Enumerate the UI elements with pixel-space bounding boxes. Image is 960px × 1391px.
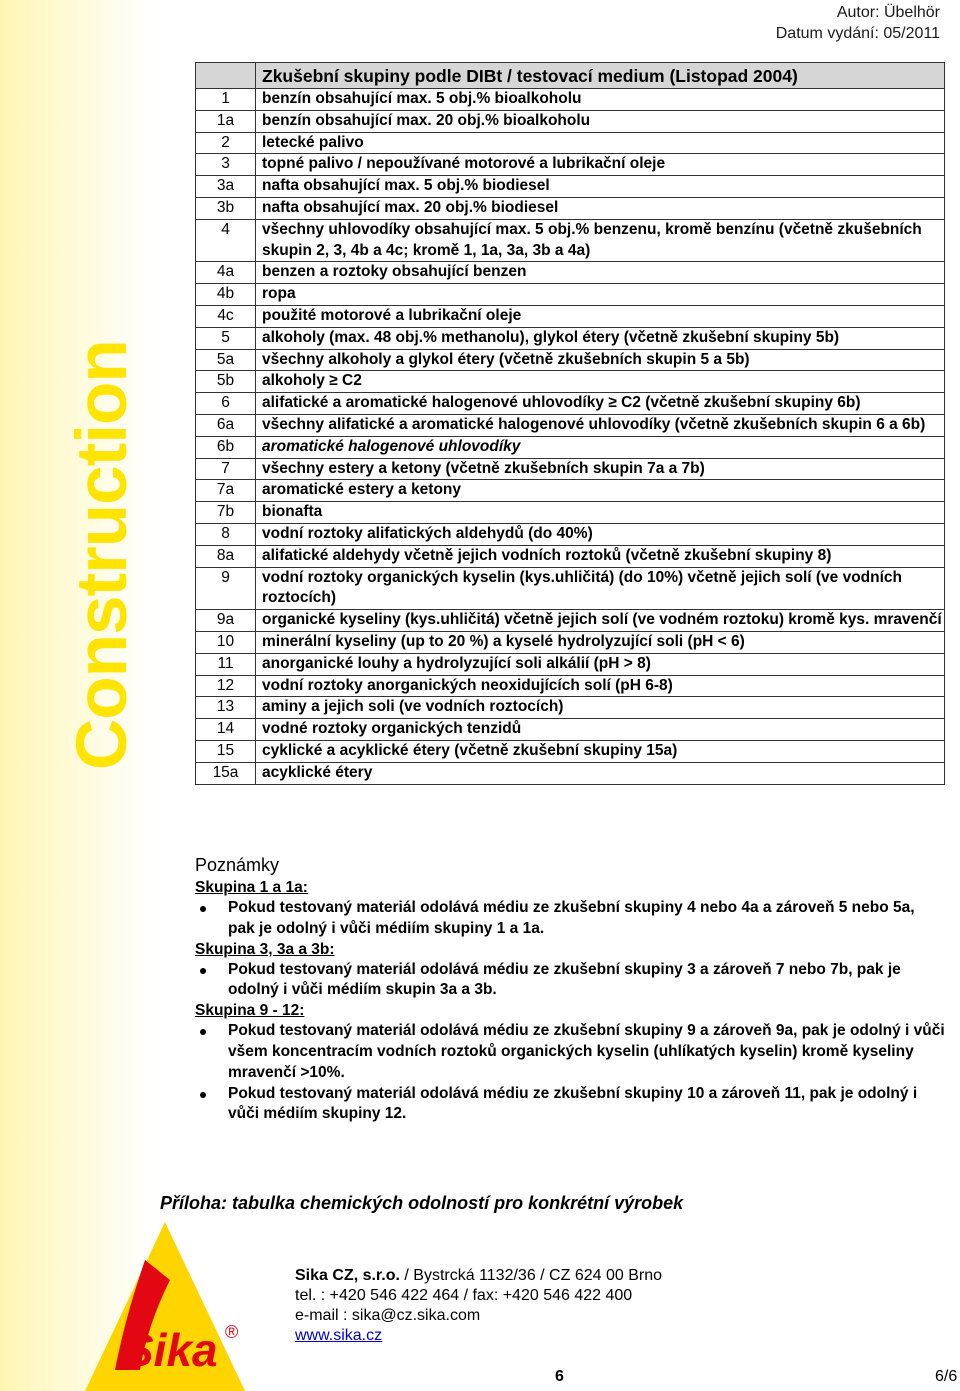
group-description: organické kyseliny (kys.uhličitá) včetně jejich solí (ve vodném roztoku) kromě kys. mravenčí [256,610,945,632]
table-row [196,653,945,675]
group-code: 3 [196,154,256,176]
group-description: alifatické aldehydy včetně jejich vodních roztoků (včetně zkušební skupiny 8) [256,545,945,567]
company-name: Sika CZ, s.r.o. [295,1267,400,1284]
note-text: Pokud testovaný materiál odolává médiu ze zkušební skupiny 4 nebo 4a a zároveň 5 nebo 5a, pak je odolný i vůči médiím skupiny 1 a 1a. [228,899,915,937]
table-row [196,393,945,415]
table-row [196,305,945,327]
group-description: letecké palivo [256,132,945,154]
group-code: 3b [196,197,256,219]
document-header [776,2,940,44]
group-description: alkoholy (max. 48 obj.% methanolu), glykol étery (včetně zkušební skupiny 5b) [256,327,945,349]
group-description: nafta obsahující max. 20 obj.% biodiesel [256,197,945,219]
list-item [195,898,945,940]
group-code: 7a [196,480,256,502]
construction-vertical-text: Construction [63,340,142,770]
group-description: ropa [256,284,945,306]
registered-mark: ® [225,1322,239,1342]
group-code: 6b [196,436,256,458]
bullet-icon [200,968,206,974]
group-code: 5a [196,349,256,371]
email: e-mail : sika@cz.sika.com [295,1307,481,1324]
group-description: benzín obsahující max. 20 obj.% bioalkoholu [256,110,945,132]
table-row [196,610,945,632]
table-row [196,480,945,502]
group-description: topné palivo / nepoužívané motorové a lubrikační oleje [256,154,945,176]
bullet-icon [200,906,206,912]
group-code: 7 [196,458,256,480]
table-row [196,327,945,349]
list-item [195,1021,945,1083]
group-description: benzín obsahující max. 5 obj.% bioalkoholu [256,89,945,111]
group-code: 6a [196,414,256,436]
group-description: bionafta [256,502,945,524]
table-row [196,414,945,436]
table-heading-code-cell [196,63,256,89]
group-description: aromatické estery a ketony [256,480,945,502]
notes-title: Poznámky [195,855,280,875]
group-description: nafta obsahující max. 5 obj.% biodiesel [256,176,945,198]
phone-fax: tel. : +420 546 422 464 / fax: +420 546 422 400 [295,1287,633,1304]
issue-date-line: Datum vydání: 05/2011 [775,25,940,42]
table-row [196,458,945,480]
note-text: Pokud testovaný materiál odolává médiu ze zkušební skupiny 9 a zároveň 9a, pak je odolný i vůči všem koncentracím vodních roztoků organických kyselin (uhlíkatých kyselin) kromě kyseliny mravenčí >10%. [228,1022,945,1081]
group-code: 4 [196,219,256,262]
table-heading-row [196,63,945,89]
group-code: 6 [196,393,256,415]
group-description: alifatické a aromatické halogenové uhlovodíky ≥ C2 (včetně zkušební skupiny 6b) [256,393,945,415]
table-row [196,545,945,567]
group-code: 8 [196,523,256,545]
group-code: 15a [196,762,256,784]
group-description: použité motorové a lubrikační oleje [256,305,945,327]
list-item [195,960,945,1002]
group-description: všechny alkoholy a glykol étery (včetně zkušebních skupin 5 a 5b) [256,349,945,371]
footer-contact [295,1266,662,1346]
table-row [196,262,945,284]
notes-section [195,855,945,1125]
group-code: 11 [196,653,256,675]
group-description: vodné roztoky organických tenzidů [256,719,945,741]
table-row [196,697,945,719]
bullet-icon [200,1029,206,1035]
group-code: 13 [196,697,256,719]
group-description: vodní roztoky alifatických aldehydů (do 40%) [256,523,945,545]
attachment-note: Příloha: tabulka chemických odolností pro konkrétní výrobek [160,1193,684,1213]
table-row [196,154,945,176]
website-link[interactable]: www.sika.cz [295,1327,383,1344]
note-text: Pokud testovaný materiál odolává médiu ze zkušební skupiny 10 a zároveň 11, pak je odolný i vůči médiím skupiny 12. [228,1084,918,1123]
page-total: 6/6 [935,1368,958,1385]
notes-list [195,1021,945,1125]
notes-list [195,960,945,1002]
group-description: alkoholy ≥ C2 [256,371,945,393]
notes-group-label: Skupina 1 a 1a: [195,879,308,896]
group-code: 5b [196,371,256,393]
group-description: acyklické étery [256,762,945,784]
group-description: aromatické halogenové uhlovodíky [256,436,945,458]
table-row [196,436,945,458]
group-description: benzen a roztoky obsahující benzen [256,262,945,284]
table-row [196,762,945,784]
group-code: 12 [196,675,256,697]
table-row [196,675,945,697]
group-description: minerální kyseliny (up to 20 %) a kyselé hydrolyzující soli (pH < 6) [256,631,945,653]
group-code: 9 [196,567,256,610]
table-row [196,89,945,111]
table-row [196,176,945,198]
table-row [196,631,945,653]
group-code: 5 [196,327,256,349]
table-row [196,567,945,610]
table-row [196,523,945,545]
group-code: 2 [196,132,256,154]
table-row [196,219,945,262]
group-code: 4b [196,284,256,306]
group-code: 4c [196,305,256,327]
group-description: všechny alifatické a aromatické halogenové uhlovodíky (včetně zkušebních skupin 6 a 6b) [256,414,945,436]
sidebar-band [0,0,152,1391]
list-item [195,1084,945,1126]
group-code: 1a [196,110,256,132]
table-row [196,197,945,219]
group-code: 9a [196,610,256,632]
table-row [196,110,945,132]
table-row [196,371,945,393]
group-code: 3a [196,176,256,198]
group-code: 4a [196,262,256,284]
logo-wordmark: Sika [123,1324,218,1376]
test-groups-table [195,62,945,785]
notes-list [195,898,945,940]
group-code: 8a [196,545,256,567]
group-description: vodní roztoky organických kyselin (kys.uhličitá) (do 10%) včetně jejich solí (ve vodních roztocích) [256,567,945,610]
sika-logo [85,1220,245,1391]
group-description: všechny uhlovodíky obsahující max. 5 obj.% benzenu, kromě benzínu (včetně zkušebních skupin 2, 3, 4b a 4c; kromě 1, 1a, 3a, 3b a 4a) [256,219,945,262]
group-description: anorganické louhy a hydrolyzující soli alkálií (pH > 8) [256,653,945,675]
note-text: Pokud testovaný materiál odolává médiu ze zkušební skupiny 3 a zároveň 7 nebo 7b, pak je odolný i vůči médiím skupin 3a a 3b. [228,960,901,999]
group-code: 15 [196,740,256,762]
table-row [196,502,945,524]
group-code: 14 [196,719,256,741]
group-description: vodní roztoky anorganických neoxidujících solí (pH 6-8) [256,675,945,697]
group-description: aminy a jejich soli (ve vodních roztocích) [256,697,945,719]
author-line: Autor: Übelhör [836,4,940,21]
page-number: 6 [555,1368,564,1385]
bullet-icon [200,1092,206,1098]
company-address: / Bystrcká 1132/36 / CZ 624 00 Brno [399,1267,662,1284]
table-row [196,284,945,306]
group-code: 10 [196,631,256,653]
table-row [196,719,945,741]
group-description: všechny estery a ketony (včetně zkušebních skupin 7a a 7b) [256,458,945,480]
notes-group-label: Skupina 3, 3a a 3b: [195,940,335,958]
table-row [196,740,945,762]
table-row [196,349,945,371]
group-code: 1 [196,89,256,111]
table-row [196,132,945,154]
group-description: cyklické a acyklické étery (včetně zkušební skupiny 15a) [256,740,945,762]
notes-group-label: Skupina 9 - 12: [195,1002,305,1020]
group-code: 7b [196,502,256,524]
table-heading: Zkušební skupiny podle DIBt / testovací medium (Listopad 2004) [256,63,945,89]
